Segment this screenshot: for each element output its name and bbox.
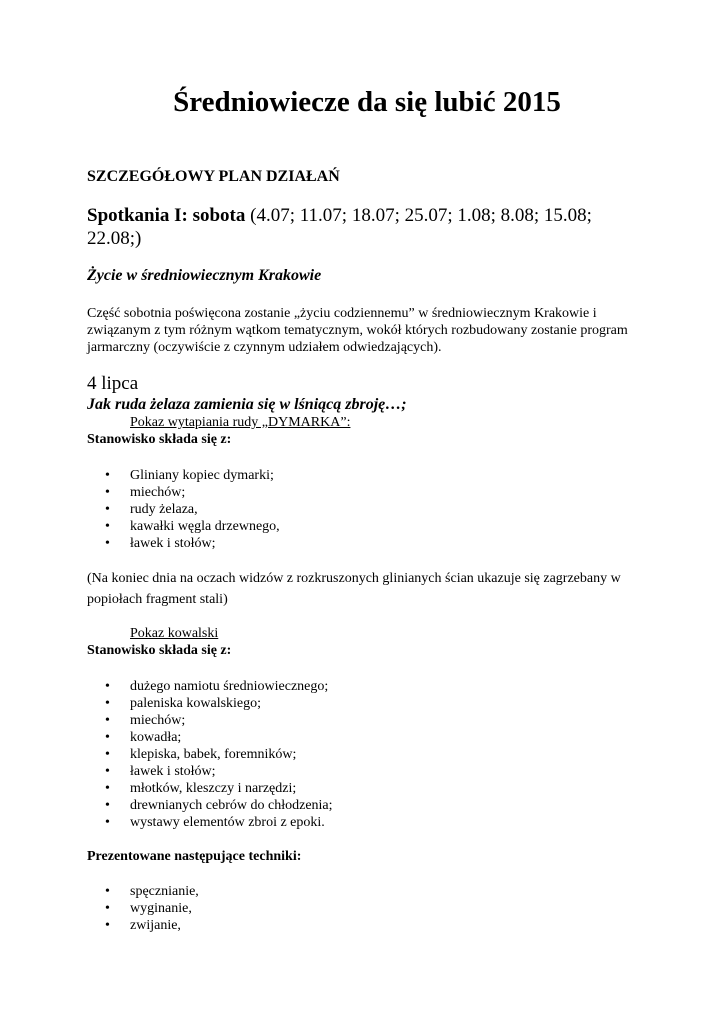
day-date: 4 lipca (87, 373, 139, 394)
bullet-icon: • (105, 781, 110, 796)
plan-subtitle: SZCZEGÓŁOWY PLAN DZIAŁAŃ (87, 168, 340, 185)
list-item: • paleniska kowalskiego; (105, 696, 262, 711)
bullet-icon: • (105, 747, 110, 762)
list-item: • spęcznianie, (105, 884, 199, 899)
bullet-icon: • (105, 468, 110, 483)
list-item: • miechów; (105, 485, 186, 500)
day-topic: Jak ruda żelaza zamienia się w lśniącą zbroję…; (87, 396, 407, 413)
bullet-icon: • (105, 713, 110, 728)
list-item: • ławek i stołów; (105, 536, 216, 551)
bullet-icon: • (105, 679, 110, 694)
list-item: • Gliniany kopiec dymarki; (105, 468, 274, 483)
meetings-line (87, 204, 637, 250)
list-item: • wystawy elementów zbroi z epoki. (105, 815, 325, 830)
bullet-icon: • (105, 884, 110, 899)
list-item: • młotków, kleszczy i narzędzi; (105, 781, 297, 796)
show2-list (87, 678, 333, 831)
list-item: • kawałki węgla drzewnego, (105, 519, 280, 534)
bullet-icon: • (105, 730, 110, 745)
list-item: • ławek i stołów; (105, 764, 216, 779)
meetings-label: Spotkania I: sobota (87, 205, 246, 226)
list-item: • kowadła; (105, 730, 182, 745)
bullet-icon: • (105, 764, 110, 779)
list-item: • rudy żelaza, (105, 502, 198, 517)
list-item: • wyginanie, (105, 901, 192, 916)
document-title: Średniowiecze da się lubić 2015 (173, 86, 561, 118)
section-heading: Życie w średniowiecznym Krakowie (87, 267, 322, 284)
techniques-list (87, 883, 199, 934)
bullet-icon: • (105, 536, 110, 551)
show1-stand-label: Stanowisko składa się z: (87, 432, 232, 447)
list-item: • dużego namiotu średniowiecznego; (105, 679, 329, 694)
list-item: • miechów; (105, 713, 186, 728)
list-item: • drewnianych cebrów do chłodzenia; (105, 798, 333, 813)
bullet-icon: • (105, 485, 110, 500)
intro-paragraph: Część sobotnia poświęcona zostanie „życiu codziennemu” w średniowiecznym Krakowie i związanym z tym różnym wątkom tematycznym, wokół których rozbudowany zostanie program jarmarczny (oczywiście z czynnym udziałem odwiedzających). (87, 306, 628, 355)
bullet-icon: • (105, 815, 110, 830)
bullet-icon: • (105, 901, 110, 916)
bullet-icon: • (105, 918, 110, 933)
show2-title: Pokaz kowalski (130, 626, 219, 641)
show2-stand-label: Stanowisko składa się z: (87, 643, 232, 658)
bullet-icon: • (105, 519, 110, 534)
bullet-icon: • (105, 798, 110, 813)
meetings-dates: (4.07; 11.07; 18.07; 25.07; 1.08; 8.08; 15.08; 22.08;) (87, 205, 592, 249)
show1-note: (Na koniec dnia na oczach widzów z rozkruszonych glinianych ścian ukazuje się zagrzebany w popiołach fragment stali) (87, 571, 621, 607)
bullet-icon: • (105, 696, 110, 711)
show1-list (87, 467, 280, 552)
show1-title: Pokaz wytapiania rudy „DYMARKA”: (130, 415, 351, 430)
list-item: • zwijanie, (105, 918, 181, 933)
bullet-icon: • (105, 502, 110, 517)
list-item: • klepiska, babek, foremników; (105, 747, 297, 762)
techniques-label: Prezentowane następujące techniki: (87, 849, 302, 864)
